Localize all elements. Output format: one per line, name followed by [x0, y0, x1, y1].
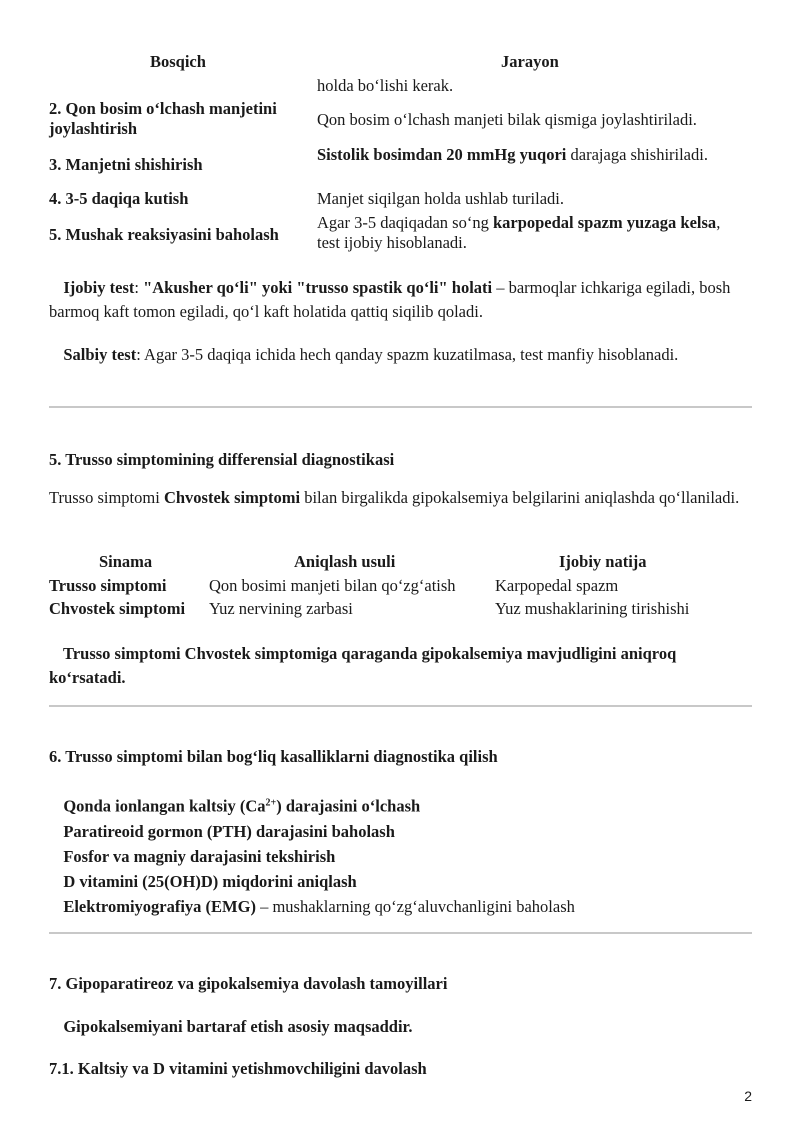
section-7-1-heading: 7.1. Kaltsiy va D vitamini yetishmovchiligini davolash: [49, 1059, 427, 1078]
table-row-result: Karpopedal spazm: [495, 576, 619, 595]
table-continuation-text: holda bo‘lishi kerak.: [317, 76, 454, 95]
section-5-heading: 5. Trusso simptomining differensial diagnostikasi: [49, 450, 395, 469]
table-row-process: Manjet siqilgan holda ushlab turiladi.: [317, 189, 565, 208]
section-5-intro: Trusso simptomi Chvostek simptomi bilan birgalikda gipokalsemiya belgilarini aniqlashda qo‘llaniladi.: [49, 488, 740, 507]
table-row-process: Qon bosim o‘lchash manjeti bilak qismiga joylashtiriladi.: [317, 110, 697, 129]
negative-test-paragraph: Salbiy test: Agar 3-5 daqiqa ichida hech qanday spazm kuzatilmasa, test manfiy hisoblanadi.: [63, 345, 679, 364]
diagnostics-list: [49, 790, 575, 919]
table-header-jarayon: Jarayon: [501, 52, 559, 71]
table-row-step: 5. Mushak reaksiyasini baholash: [49, 225, 279, 244]
list-item: Elektromiyografiya (EMG) – mushaklarning qo‘zg‘aluvchanligini baholash: [63, 896, 575, 916]
section-divider: [49, 705, 752, 707]
table-row-process: Sistolik bosimdan 20 mmHg yuqori darajaga shishiriladi.: [317, 145, 708, 164]
table-row-result: Yuz mushaklarining tirishishi: [495, 599, 690, 618]
section-7-goal: Gipokalsemiyani bartaraf etish asosiy maqsaddir.: [63, 1017, 413, 1036]
table-row-test: Trusso simptomi: [49, 576, 167, 595]
table-row-step: 4. 3-5 daqiqa kutish: [49, 189, 189, 208]
table-row-process: Agar 3-5 daqiqadan so‘ng karpopedal spazm yuzaga kelsa, test ijobiy hisoblanadi.: [317, 213, 721, 252]
section-5-note: Trusso simptomi Chvostek simptomiga qaraganda gipokalsemiya mavjudligini aniqroq ko‘rsatadi.: [49, 644, 677, 687]
table-header-sinama: Sinama: [99, 552, 153, 571]
list-item: Fosfor va magniy darajasini tekshirish: [63, 846, 336, 866]
table-header-aniqlash: Aniqlash usuli: [294, 552, 396, 571]
section-divider: [49, 406, 752, 408]
table-row-test: Chvostek simptomi: [49, 599, 186, 618]
table-header-bosqich: Bosqich: [150, 52, 206, 71]
section-divider: [49, 932, 752, 934]
table-row-step: 2. Qon bosim o‘lchash manjetini joylashtirish: [49, 99, 277, 138]
list-item: D vitamini (25(OH)D) miqdorini aniqlash: [63, 871, 357, 891]
table-row-step: 3. Manjetni shishirish: [49, 155, 203, 174]
table-row-method: Qon bosimi manjeti bilan qo‘zg‘atish: [209, 576, 456, 595]
list-item: Paratireoid gormon (PTH) darajasini baholash: [63, 821, 395, 841]
table-row-method: Yuz nervining zarbasi: [209, 599, 353, 618]
positive-test-paragraph: Ijobiy test: "Akusher qo‘li" yoki "trusso spastik qo‘li" holati – barmoqlar ichkariga egiladi, bosh barmoq kaft tomon egiladi, qo‘l kaft holatida qattiq siqilib qoladi.: [49, 278, 731, 321]
section-6-heading: 6. Trusso simptomi bilan bog‘liq kasalliklarni diagnostika qilish: [49, 747, 498, 766]
section-7-heading: 7. Gipoparatireoz va gipokalsemiya davolash tamoyillari: [49, 974, 448, 993]
page-number: 2: [744, 1088, 752, 1104]
list-item: Qonda ionlangan kaltsiy $(Ca^{2+})$ darajasini o‘lchash: [63, 796, 421, 816]
table-header-natija: Ijobiy natija: [559, 552, 647, 571]
